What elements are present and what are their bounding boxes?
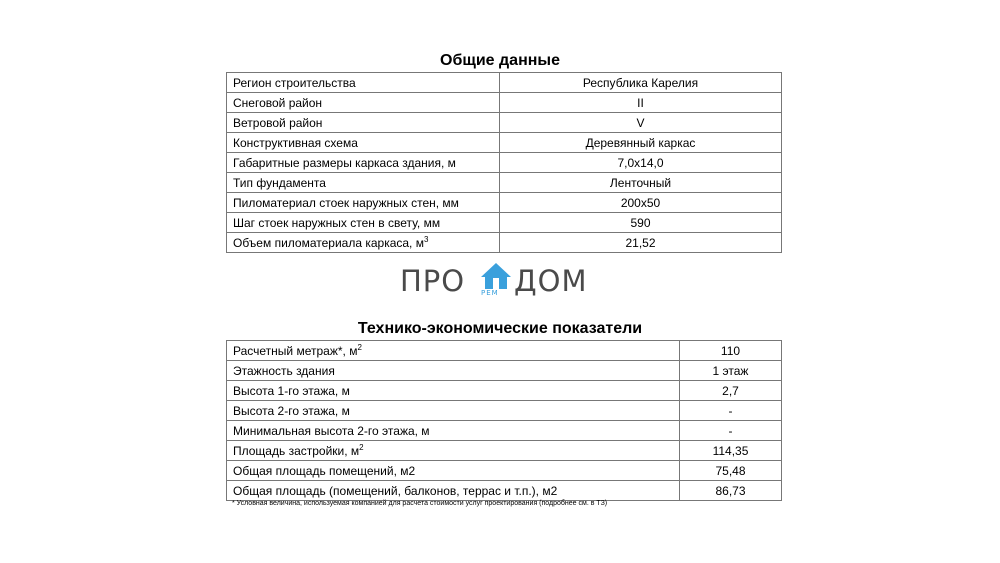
row-value: 200х50	[500, 193, 782, 213]
table-row	[227, 341, 782, 361]
tech-econ-table	[226, 340, 782, 501]
row-label: Высота 2-го этажа, м	[227, 401, 680, 421]
row-label: Габаритные размеры каркаса здания, м	[227, 153, 500, 173]
row-label: Этажность здания	[227, 361, 680, 381]
table-row	[227, 461, 782, 481]
row-value: 1 этаж	[680, 361, 782, 381]
table-row	[227, 73, 782, 93]
tech-econ-title: Технико-экономические показатели	[357, 320, 643, 337]
table-row	[227, 113, 782, 133]
footnote: * Условная величина, используемая компанией для расчета стоимости услуг проектирования (подробнее см. в ТЗ)	[232, 500, 608, 507]
table-row	[227, 93, 782, 113]
row-label: Тип фундамента	[227, 173, 500, 193]
row-value: -	[680, 401, 782, 421]
superscript: 2	[357, 342, 362, 352]
row-value: 2,7	[680, 381, 782, 401]
row-label: Объем пиломатериала каркаса, м	[233, 235, 424, 250]
logo-text-dom: ДОМ	[514, 264, 588, 298]
row-value: 75,48	[680, 461, 782, 481]
superscript: 3	[423, 234, 429, 244]
table-row	[227, 481, 782, 501]
row-value: -	[680, 421, 782, 441]
row-label-cell	[227, 233, 500, 253]
superscript: 2	[359, 442, 364, 452]
table-row	[227, 153, 782, 173]
row-label: Площадь застройки, м	[233, 443, 360, 458]
row-label-cell	[227, 441, 680, 461]
row-value: 114,35	[680, 441, 782, 461]
row-label: Регион строительства	[227, 73, 500, 93]
table-row	[227, 421, 782, 441]
table-row	[227, 381, 782, 401]
row-label: Снеговой район	[227, 93, 500, 113]
row-value: 7,0х14,0	[500, 153, 782, 173]
row-label: Ветровой район	[227, 113, 500, 133]
table-row	[227, 441, 782, 461]
row-value: V	[500, 113, 782, 133]
row-label: Минимальная высота 2-го этажа, м	[227, 421, 680, 441]
row-value: II	[500, 93, 782, 113]
table-row	[227, 193, 782, 213]
row-value: 21,52	[500, 233, 782, 253]
row-label: Общая площадь (помещений, балконов, террас и т.п.), м2	[227, 481, 680, 501]
table-row	[227, 361, 782, 381]
house-icon	[480, 262, 512, 292]
row-value: Ленточный	[500, 173, 782, 193]
table-row	[227, 133, 782, 153]
table-row	[227, 173, 782, 193]
logo-text-pro: ПРО	[400, 264, 466, 298]
logo-text-rem: РЕМ	[481, 289, 499, 297]
row-label: Конструктивная схема	[227, 133, 500, 153]
table-row	[227, 233, 782, 253]
row-label-cell	[227, 341, 680, 361]
row-label: Высота 1-го этажа, м	[227, 381, 680, 401]
general-data-title: Общие данные	[440, 52, 560, 69]
row-value: 110	[680, 341, 782, 361]
general-data-table	[226, 72, 782, 253]
table-row	[227, 401, 782, 421]
row-label: Общая площадь помещений, м2	[227, 461, 680, 481]
row-value: 86,73	[680, 481, 782, 501]
row-label: Расчетный метраж*, м	[233, 343, 358, 358]
row-value: Деревянный каркас	[500, 133, 782, 153]
row-label: Пиломатериал стоек наружных стен, мм	[227, 193, 500, 213]
company-logo	[400, 262, 600, 302]
row-value: Республика Карелия	[500, 73, 782, 93]
row-label: Шаг стоек наружных стен в свету, мм	[227, 213, 500, 233]
table-row	[227, 213, 782, 233]
row-value: 590	[500, 213, 782, 233]
